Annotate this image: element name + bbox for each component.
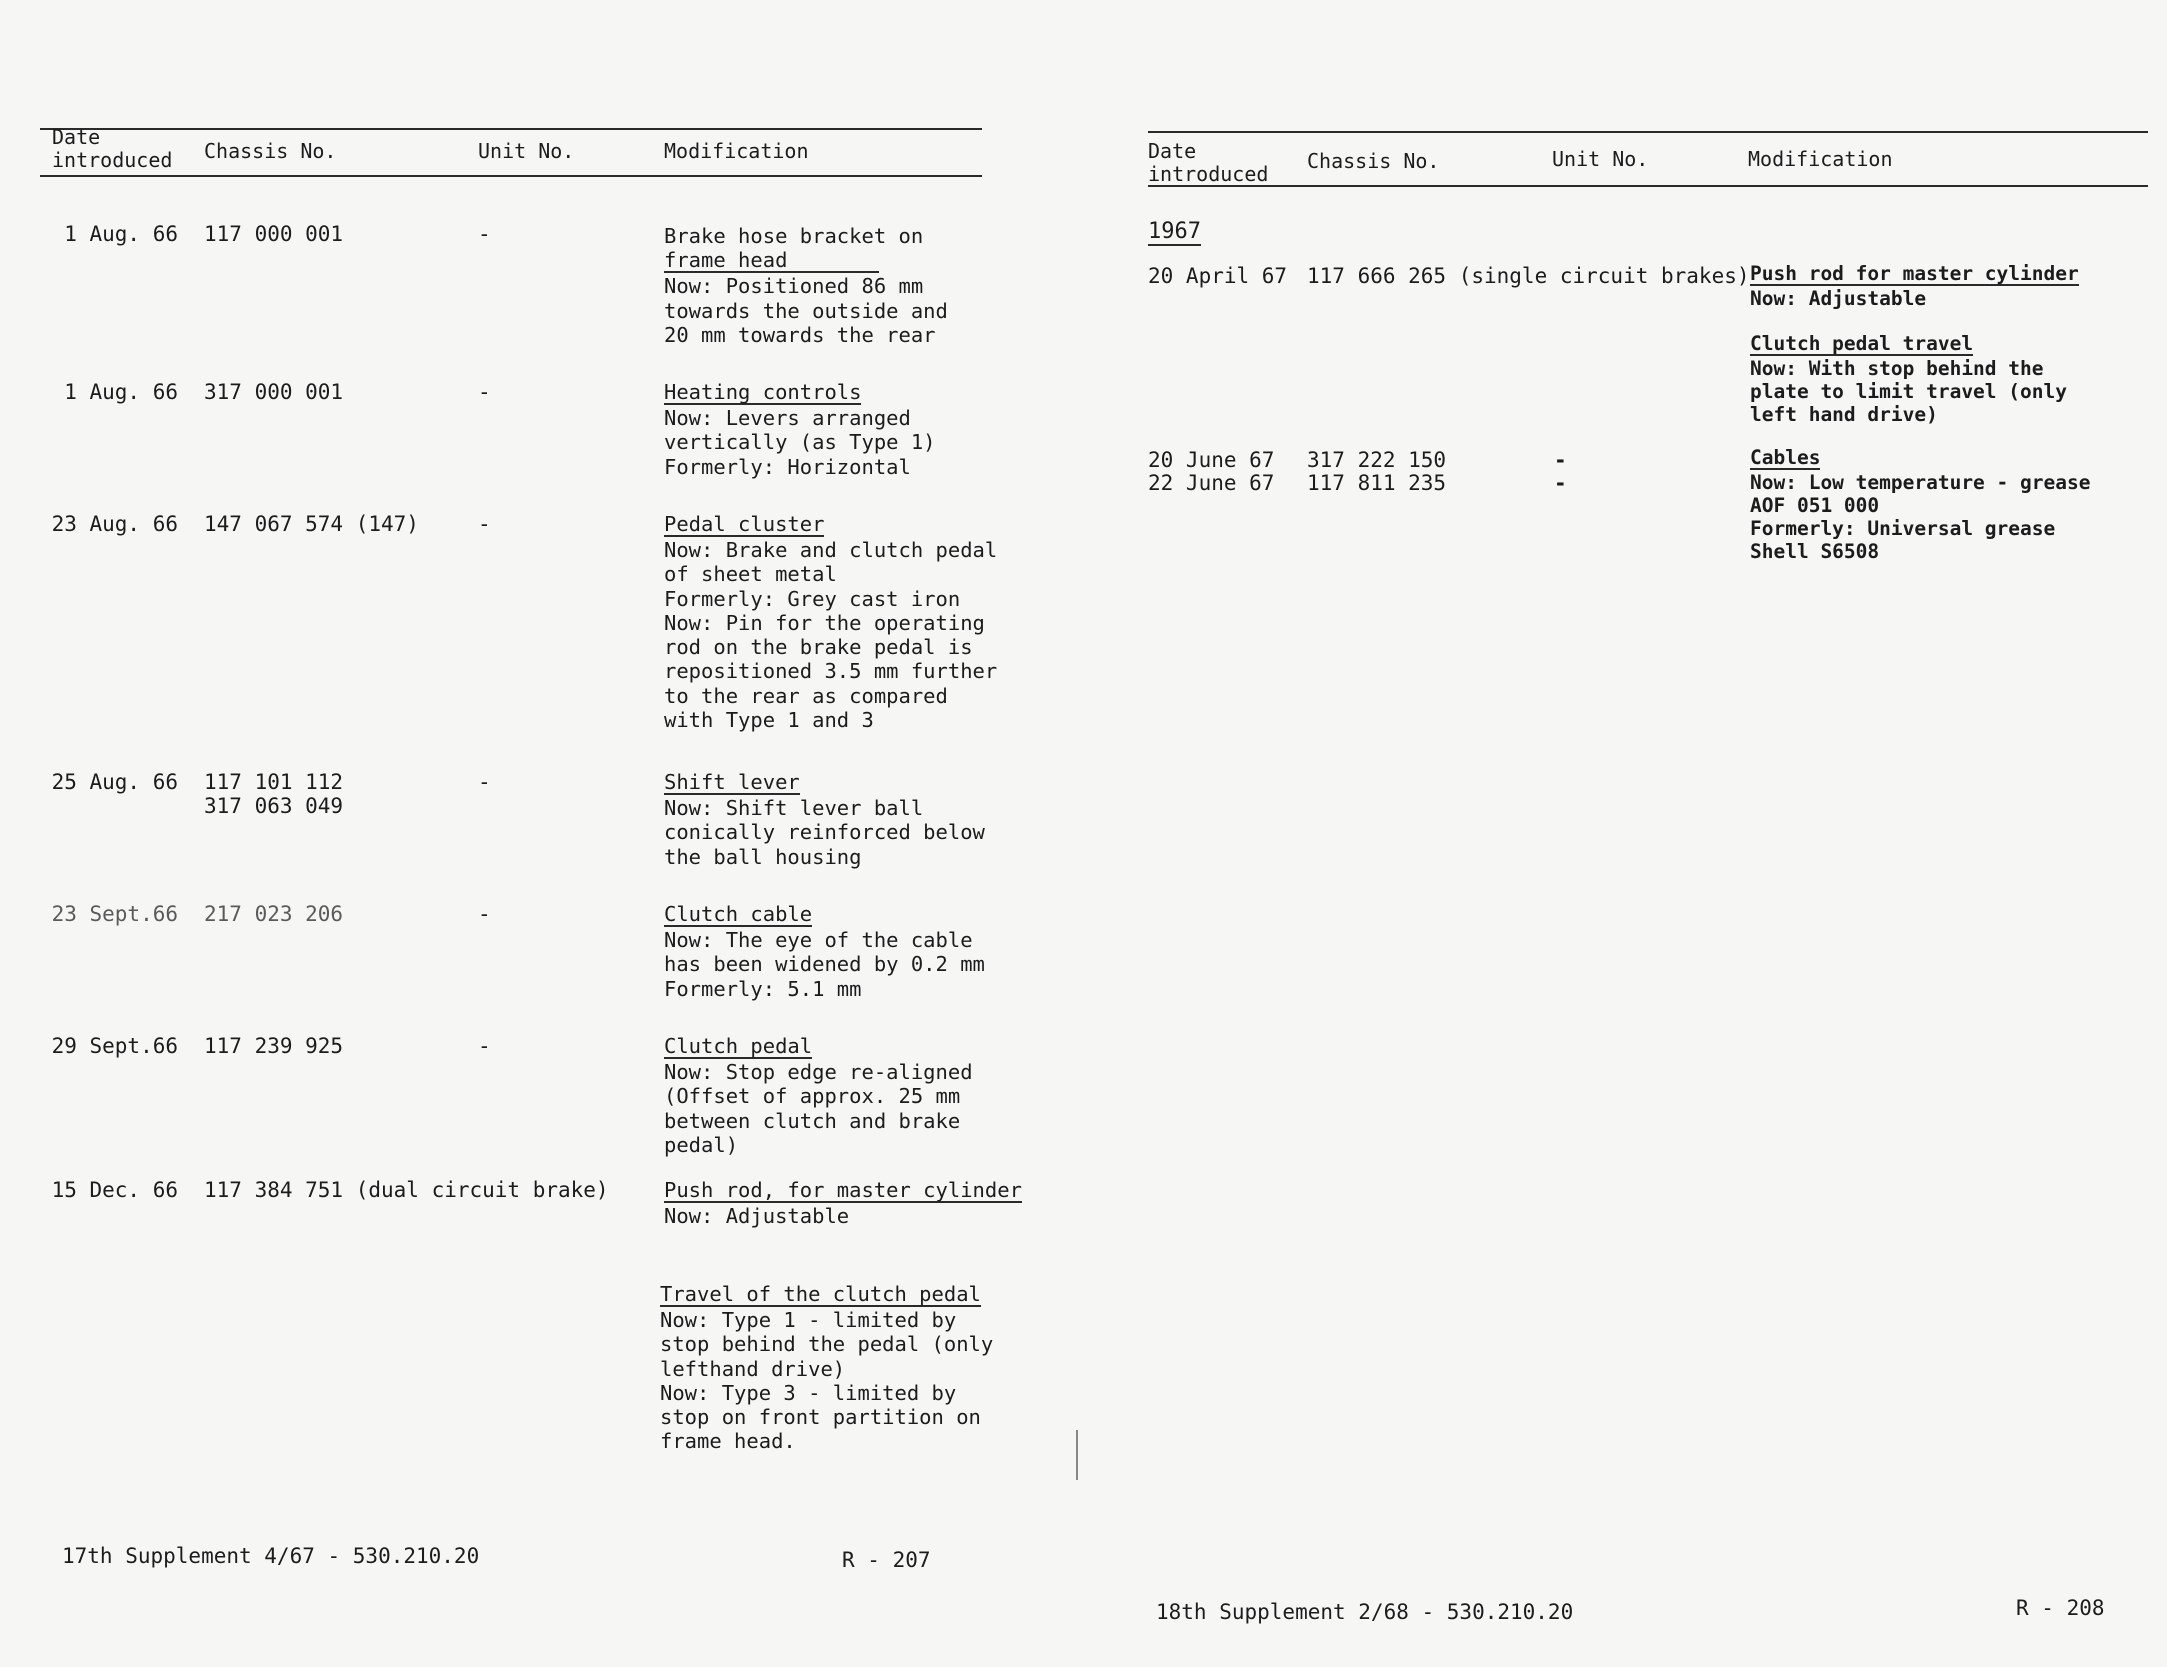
row-unit: - (478, 222, 491, 246)
header-date (52, 126, 172, 172)
modification-line: frame head. (660, 1429, 796, 1454)
footer-page-number: R - 207 (842, 1548, 931, 1572)
modification-title: Push rod for master cylinder (1750, 262, 2079, 285)
modification-line: to the rear as compared (664, 683, 948, 708)
row-unit: - (478, 1034, 491, 1058)
modification-line: rod on the brake pedal is (664, 635, 973, 660)
row-date: 23 Aug. 66 (51, 512, 178, 536)
modification-line: stop behind the pedal (only (660, 1332, 994, 1357)
modification-title: Travel of the clutch pedal (660, 1282, 981, 1306)
modification-title: Heating controls (664, 380, 862, 404)
modification-line: Now: Adjustable (664, 1204, 850, 1228)
modification-line: Now: Type 3 - limited by (660, 1380, 957, 1405)
modification-line: Now: Levers arranged (664, 406, 911, 430)
header-chassis: Chassis No. (1307, 149, 1440, 173)
row-date: 1 Aug. 66 (64, 380, 178, 404)
row-modification (664, 380, 936, 479)
chassis-number: 147 067 574 (147) (204, 512, 419, 536)
row-unit: - (1554, 471, 1567, 495)
chassis-number: 117 811 235 (1307, 471, 1447, 495)
chassis-number: 117 000 001 (204, 222, 344, 246)
row-modification (1750, 262, 2079, 310)
modification-line: Formerly: Horizontal (664, 454, 911, 479)
row-chassis (1307, 448, 1446, 472)
header-date (1148, 140, 1268, 186)
footer-page-number: R - 208 (2016, 1596, 2105, 1620)
row-modification (1750, 332, 2067, 426)
row-date: 23 Sept.66 (51, 902, 178, 926)
row-modification (660, 1282, 993, 1454)
row-chassis (1307, 471, 1446, 495)
modification-line: Formerly: Grey cast iron (664, 586, 961, 611)
modification-line: of sheet metal (664, 562, 837, 587)
row-modification (664, 1178, 1022, 1228)
modification-title: frame head (664, 250, 879, 273)
footer-supplement: 17th Supplement 4/67 - 530.210.20 (62, 1544, 480, 1568)
modification-line: AOF 051 000 (1750, 494, 1880, 517)
modification-title: Push rod, for master cylinder (664, 1178, 1022, 1202)
row-unit: - (478, 512, 491, 536)
modification-line: pedal) (664, 1132, 739, 1157)
row-date: 1 Aug. 66 (64, 222, 178, 246)
modification-line: towards the outside and (664, 298, 948, 323)
header-modification: Modification (664, 139, 809, 163)
row-date: 29 Sept.66 (51, 1034, 178, 1058)
right-page (1084, 0, 2167, 1667)
modification-line: Now: Type 1 - limited by (660, 1308, 957, 1332)
modification-title: Cables (1750, 446, 1821, 469)
modification-title: Clutch pedal (664, 1034, 813, 1058)
row-chassis (204, 902, 343, 926)
row-date: 20 June 67 (1148, 448, 1275, 472)
modification-line: Now: Shift lever ball (664, 796, 924, 820)
row-chassis (204, 1178, 609, 1202)
modification-line: Brake hose bracket on (664, 224, 924, 248)
chassis-number: 217 023 206 (204, 902, 344, 926)
modification-title: Clutch pedal travel (1750, 332, 1974, 355)
row-modification (664, 512, 997, 732)
header-date-line-2: introduced (1148, 162, 1269, 186)
row-chassis (204, 1034, 343, 1058)
gutter-mark (1076, 1430, 1078, 1480)
footer-supplement: 18th Supplement 2/68 - 530.210.20 (1156, 1600, 1574, 1624)
modification-line: Now: The eye of the cable (664, 928, 973, 952)
chassis-number: 317 222 150 (1307, 448, 1447, 472)
header-chassis: Chassis No. (204, 139, 337, 163)
row-unit: - (1554, 448, 1567, 472)
modification-line: (Offset of approx. 25 mm (664, 1084, 961, 1109)
modification-title: Shift lever (664, 770, 800, 794)
modification-line: Now: With stop behind the (1750, 357, 2044, 380)
modification-line: Now: Adjustable (1750, 287, 1927, 310)
modification-line: left hand drive) (1750, 403, 1938, 426)
modification-line: conically reinforced below (664, 820, 985, 845)
modification-line: plate to limit travel (only (1750, 380, 2067, 403)
header-date-line-2: introduced (52, 148, 173, 172)
chassis-number: 317 063 049 (204, 794, 344, 818)
header-bottom-rule (1148, 185, 2148, 187)
chassis-number: 117 666 265 (single circuit brakes) (1307, 264, 1750, 288)
row-chassis (204, 770, 343, 818)
modification-line: the ball housing (664, 844, 862, 869)
row-chassis (204, 222, 343, 246)
header-bottom-rule (40, 175, 982, 177)
modification-line: 20 mm towards the rear (664, 322, 936, 347)
row-modification (664, 902, 985, 1001)
modification-line: Now: Positioned 86 mm (664, 274, 924, 299)
row-modification (1750, 446, 2090, 563)
header-date-line-1: Date (1148, 139, 1197, 163)
row-chassis (1307, 264, 1750, 288)
modification-line: vertically (as Type 1) (664, 430, 936, 455)
header-top-rule (40, 128, 982, 130)
chassis-number: 117 384 751 (dual circuit brake) (204, 1178, 609, 1202)
chassis-number: 117 239 925 (204, 1034, 344, 1058)
modification-line: Now: Stop edge re-aligned (664, 1060, 973, 1084)
row-modification (664, 1034, 973, 1157)
row-date: 22 June 67 (1148, 471, 1275, 495)
row-unit: - (478, 380, 491, 404)
modification-line: has been widened by 0.2 mm (664, 952, 985, 977)
row-date: 25 Aug. 66 (51, 770, 178, 794)
row-modification (664, 224, 948, 347)
row-unit: - (478, 902, 491, 926)
modification-line: Formerly: Universal grease (1750, 517, 2056, 540)
header-unit: Unit No. (1552, 147, 1649, 171)
row-chassis (204, 512, 419, 536)
modification-line: lefthand drive) (660, 1356, 846, 1381)
modification-line: Now: Brake and clutch pedal (664, 538, 998, 562)
modification-line: Formerly: 5.1 mm (664, 976, 862, 1001)
row-chassis (204, 380, 343, 404)
modification-line: Now: Low temperature - grease (1750, 471, 2091, 494)
header-modification: Modification (1748, 147, 1893, 171)
header-date-line-1: Date (52, 125, 101, 149)
row-date: 20 April 67 (1148, 264, 1288, 288)
modification-line: Now: Pin for the operating (664, 610, 985, 635)
chassis-number: 117 101 112 (204, 770, 344, 794)
modification-line: between clutch and brake (664, 1108, 961, 1133)
row-modification (664, 770, 985, 869)
row-date: 15 Dec. 66 (51, 1178, 178, 1202)
year-heading: 1967 (1148, 219, 1201, 244)
header-unit: Unit No. (478, 139, 575, 163)
row-unit: - (478, 770, 491, 794)
modification-line: Shell S6508 (1750, 540, 1880, 563)
chassis-number: 317 000 001 (204, 380, 344, 404)
modification-title: Pedal cluster (664, 512, 825, 536)
header-top-rule (1148, 131, 2148, 133)
modification-line: stop on front partition on (660, 1405, 981, 1430)
modification-line: repositioned 3.5 mm further (664, 659, 998, 684)
modification-line: with Type 1 and 3 (664, 708, 874, 733)
modification-title: Clutch cable (664, 902, 813, 926)
